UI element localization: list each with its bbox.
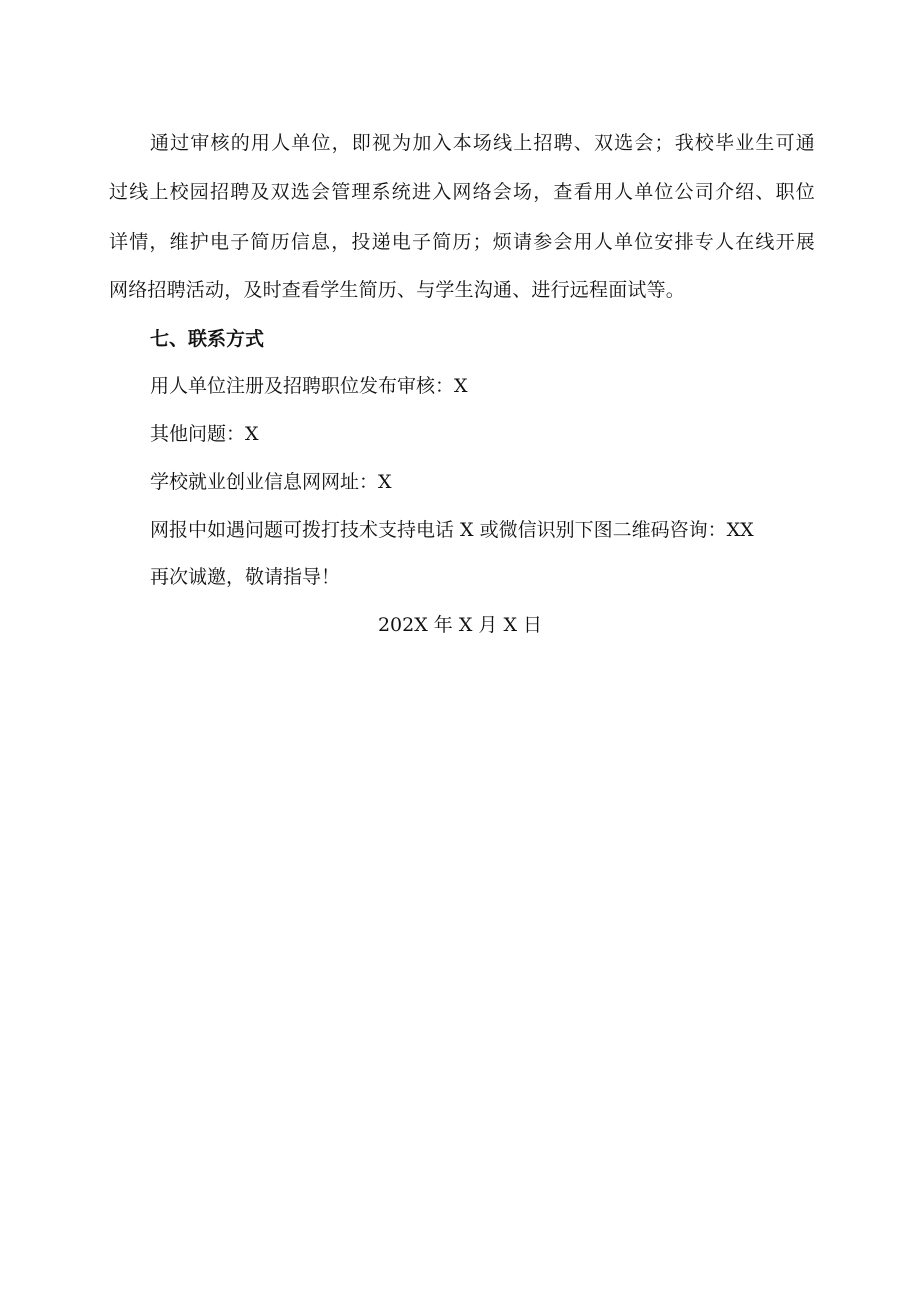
paragraph-line-1: 通过审核的用人单位，即视为加入本场线上招聘、双选会；我校毕业生可通 <box>150 132 815 154</box>
contact-registration: 用人单位注册及招聘职位发布审核：X <box>150 375 468 397</box>
paragraph-line-3: 详情，维护电子简历信息，投递电子简历；烦请参会用人单位安排专人在线开展 <box>109 231 815 253</box>
contact-other: 其他问题：X <box>150 423 259 445</box>
section-heading: 七、联系方式 <box>150 328 265 350</box>
contact-support: 网报中如遇问题可拨打技术支持电话 X 或微信识别下图二维码咨询：XX <box>150 519 754 541</box>
contact-website: 学校就业创业信息网网址：X <box>150 471 392 493</box>
closing-line: 再次诚邀，敬请指导！ <box>150 566 341 588</box>
paragraph-line-2: 过线上校园招聘及双选会管理系统进入网络会场，查看用人单位公司介绍、职位 <box>109 181 815 203</box>
paragraph-line-4: 网络招聘活动，及时查看学生简历、与学生沟通、进行远程面试等。 <box>109 279 686 301</box>
document-date: 202X 年 X 月 X 日 <box>377 614 543 636</box>
